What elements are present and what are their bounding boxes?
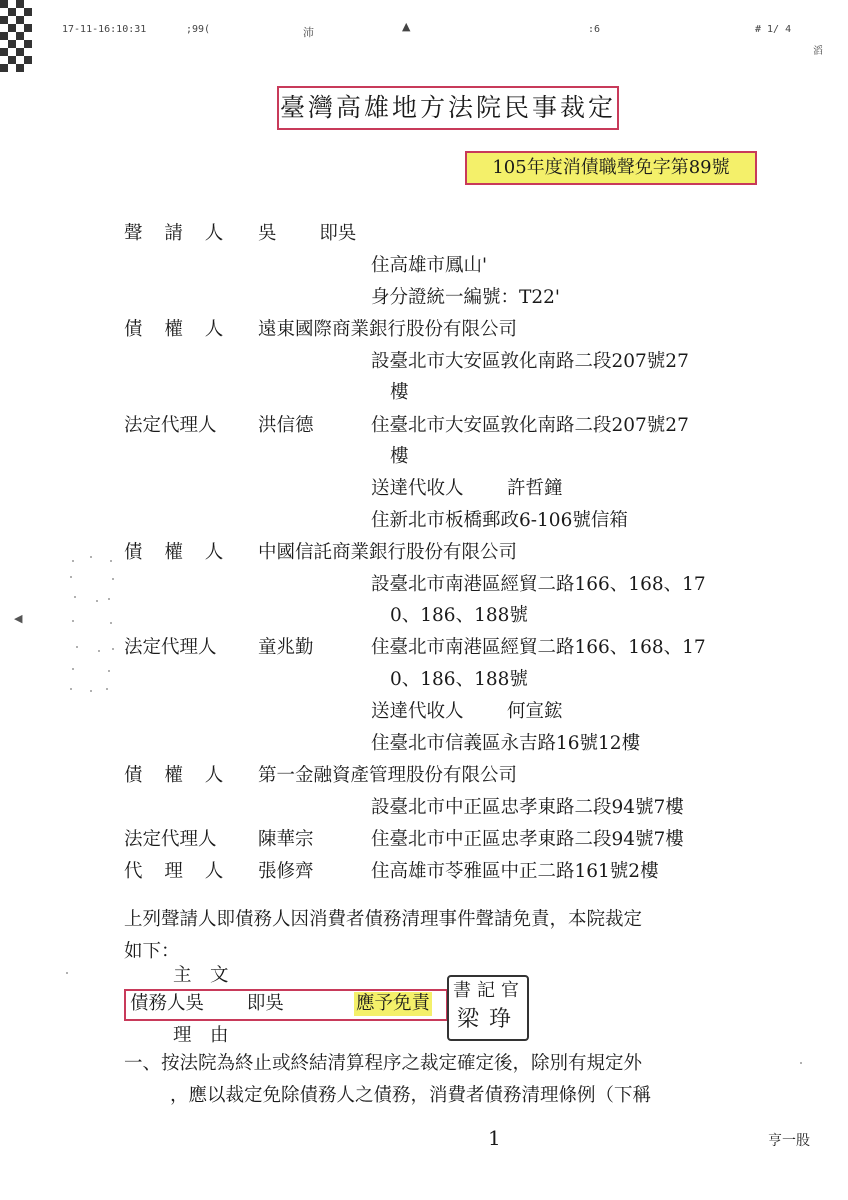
representative-address: 0、186、188號: [390, 669, 528, 690]
fax-fragment: 沛: [303, 26, 314, 39]
agent-address: 住高雄市苓雅區中正二路161號2樓: [371, 861, 659, 882]
applicant-label: 聲 請 人: [124, 223, 232, 244]
creditor-address: 設臺北市大安區敦化南路二段207號27: [371, 351, 689, 372]
representative-name: 陳華宗: [258, 829, 314, 850]
service-agent-label: 送達代收人: [371, 478, 464, 499]
representative-name: 童兆勤: [258, 637, 314, 658]
fax-timestamp: 17-11-16:10:31: [62, 24, 147, 35]
creditor-name: 中國信託商業銀行股份有限公司: [258, 542, 518, 563]
creditor-address: 0、186、188號: [390, 605, 528, 626]
applicant-address: 住高雄市鳳山': [371, 255, 488, 276]
seal-char: 記: [477, 980, 495, 1001]
creditor-name: 第一金融資產管理股份有限公司: [258, 765, 518, 786]
fax-marker-pattern: [0, 0, 32, 76]
creditor-label: 債 權 人: [124, 765, 232, 786]
main-heading: 主 文: [173, 965, 229, 986]
applicant-name: 吳 即吳: [258, 223, 357, 244]
reason-heading: 理 由: [173, 1025, 229, 1046]
service-agent-name: 許哲鐘: [507, 478, 563, 499]
reason-text: ，應以裁定免除債務人之債務，消費者債務清理條例（下稱: [170, 1085, 652, 1106]
representative-label: 法定代理人: [124, 637, 217, 658]
scan-arrow-icon: ◀: [14, 612, 23, 625]
fax-page-counter: # 1/ 4: [755, 24, 792, 35]
intro-text: 上列聲請人即債務人因消費者債務清理事件聲請免責，本院裁定: [124, 909, 643, 930]
applicant-id: 身分證統一編號：T22': [371, 287, 560, 308]
main-ruling: 應予免責: [356, 993, 431, 1014]
creditor-label: 債 權 人: [124, 319, 232, 340]
intro-text: 如下：: [124, 941, 180, 962]
case-number: 105年度消債職聲免字第89號: [465, 151, 757, 185]
representative-address: 住臺北市中正區忠孝東路二段94號7樓: [371, 829, 684, 850]
creditor-name: 遠東國際商業銀行股份有限公司: [258, 319, 518, 340]
service-agent-address: 住臺北市信義區永吉路16號12樓: [371, 733, 641, 754]
seal-char: 琤: [489, 1007, 512, 1032]
service-agent-address: 住新北市板橋郵政6-106號信箱: [371, 510, 628, 531]
service-agent-name: 何宣鋐: [507, 701, 563, 722]
document-title: 臺灣高雄地方法院民事裁定: [277, 86, 619, 130]
division-label: 亨一股: [768, 1133, 810, 1149]
fax-fragment: :6: [588, 24, 601, 35]
service-agent-label: 送達代收人: [371, 701, 464, 722]
main-debtor: 債務人吳 即吳: [130, 993, 284, 1014]
fax-arrow-icon: ▲: [402, 20, 411, 33]
reason-text: 一、按法院為終止或終結清算程序之裁定確定後，除別有規定外: [124, 1053, 643, 1074]
representative-label: 法定代理人: [124, 415, 217, 436]
creditor-label: 債 權 人: [124, 542, 232, 563]
representative-name: 洪信德: [258, 415, 314, 436]
page-number: 1: [488, 1126, 501, 1150]
seal-char: 梁: [457, 1007, 480, 1032]
fax-corner-mark: 滔: [813, 46, 823, 57]
representative-address: 住臺北市大安區敦化南路二段207號27: [371, 415, 689, 436]
agent-label: 代 理 人: [124, 861, 232, 882]
representative-address: 住臺北市南港區經貿二路166、168、17: [371, 637, 706, 658]
representative-address: 樓: [390, 446, 409, 467]
seal-char: 官: [501, 980, 519, 1001]
creditor-address: 設臺北市南港區經貿二路166、168、17: [371, 574, 706, 595]
clerk-seal: [447, 975, 529, 1041]
seal-char: 書: [453, 980, 471, 1001]
agent-name: 張修齊: [258, 861, 314, 882]
representative-label: 法定代理人: [124, 829, 217, 850]
creditor-address: 樓: [390, 382, 409, 403]
fax-fragment: ;99(: [186, 24, 211, 35]
creditor-address: 設臺北市中正區忠孝東路二段94號7樓: [371, 797, 684, 818]
